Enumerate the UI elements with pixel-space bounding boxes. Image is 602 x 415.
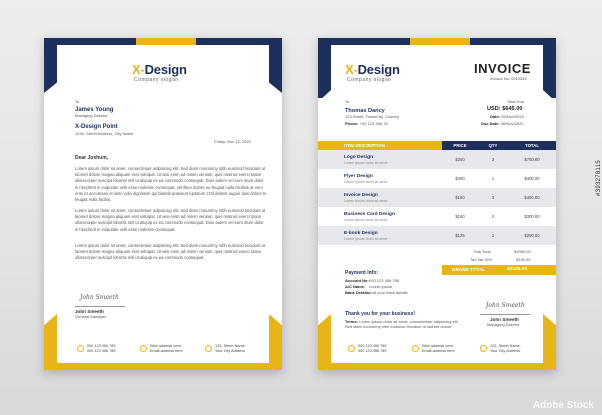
item-price: $250 bbox=[455, 157, 465, 162]
tax-label: Tax Vat 15% bbox=[470, 257, 493, 262]
left-gold-strip bbox=[318, 314, 331, 370]
recipient-name: James Young bbox=[75, 107, 114, 113]
item-price: $125 bbox=[455, 233, 465, 238]
footer-phone-2: 000 123 456 789 bbox=[358, 349, 387, 353]
top-gold-bar bbox=[136, 38, 196, 45]
item-qty: 2 bbox=[491, 233, 495, 238]
company-name: X-Design Point bbox=[75, 124, 118, 130]
footer-phone-1: 000 123 456 789 bbox=[87, 344, 116, 348]
paragraph-2 bbox=[75, 208, 266, 233]
table-row bbox=[318, 207, 556, 226]
item-total: $750.00 bbox=[524, 157, 540, 162]
footer-phone-1: 000 123 456 789 bbox=[358, 344, 387, 348]
invoice-heading: INVOICE bbox=[474, 61, 531, 76]
brand-logo: X-Design bbox=[132, 62, 187, 77]
top-navy-bar bbox=[44, 38, 136, 45]
grand-total-bar bbox=[442, 265, 556, 275]
thank-you: Thank you for your business! bbox=[345, 311, 416, 317]
phone-icon bbox=[77, 345, 84, 352]
item-sub: Lorem ipsum dolor sit amet bbox=[344, 179, 388, 184]
item-total: $300.00 bbox=[524, 214, 540, 219]
signature: John Smeeth bbox=[80, 294, 119, 301]
signer-name: John Smeeth bbox=[490, 317, 519, 322]
paragraph-line: in hendrerit in vulputate velit esse molestie consequat. bbox=[75, 226, 176, 232]
account-name: A/C Name: Lorem ipsum bbox=[345, 284, 393, 289]
location-icon bbox=[205, 345, 212, 352]
top-navy-bar-right bbox=[196, 38, 282, 45]
invoice-date: Date: 25/Nov/2020 bbox=[490, 114, 524, 119]
item-sub: Lorem ipsum dolor sit amet bbox=[344, 198, 388, 203]
item-qty: 3 bbox=[491, 157, 495, 162]
footer-phone bbox=[77, 344, 116, 354]
paragraph-line: ullamcorper suscipit lobortis nisl ut aliquip ex ea commodo consequat. bbox=[75, 255, 205, 261]
tax-value: $195.00 bbox=[516, 257, 531, 262]
client-address: 123 Street, Town/City, Country bbox=[345, 114, 399, 119]
paragraph-line: Lorem ipsum dolor sit amet, consectetuer adipiscing elit. Sed diam nonummy nibh euismod tincidunt ut bbox=[75, 243, 266, 248]
item-name: Logo Design bbox=[344, 154, 374, 160]
footer-address-2: Your City Address bbox=[490, 349, 521, 353]
invoice-table-header bbox=[318, 141, 556, 150]
paragraph-line: laoreet dolore magna aliquam erat volutpat. Ut wisi enim ad minim veniam, quis nostrud exerci tation bbox=[75, 214, 262, 220]
signer-title: General Manager bbox=[75, 314, 107, 319]
client-name: Thomas Dancy bbox=[345, 108, 385, 114]
paragraph-line: laoreet dolore magna aliquam erat volutpat. Ut wisi enim ad minim veniam, quis nostrud exerci tation bbox=[75, 249, 262, 255]
subtotal-label: Sub Total bbox=[474, 249, 491, 254]
signature-line bbox=[480, 314, 530, 315]
item-name: E-book Design bbox=[344, 230, 378, 236]
item-total: $400.00 bbox=[524, 176, 540, 181]
footer-web-1: Web address here bbox=[150, 344, 181, 348]
globe-icon bbox=[140, 345, 147, 352]
signer-title: Managing Director bbox=[487, 322, 520, 327]
brand-slogan: Company slogan bbox=[347, 77, 392, 83]
total-due-label: Total Due: bbox=[507, 99, 526, 104]
letter-date: Friday, Nov 13, 2020 bbox=[214, 139, 251, 144]
right-gold-strip bbox=[543, 314, 556, 370]
left-navy-strip bbox=[44, 45, 57, 93]
greeting: Dear Joshum, bbox=[75, 155, 109, 161]
terms: Terms: Lorem ipsum dolor sit amet, consectetuer adipiscing elit. Sed diam nonummy nibh euismod tincidunt ut laoreet dolore. bbox=[345, 319, 459, 329]
location-icon bbox=[480, 345, 487, 352]
brand-logo: X-Design bbox=[345, 62, 400, 77]
grand-total-value: $2145.00 bbox=[507, 267, 528, 273]
footer-address-1: 123, Street Name, bbox=[490, 344, 521, 348]
paragraph-line: Lorem ipsum dolor sit amet, consectetuer adipiscing elit. Sed diam nonummy nibh euismod tincidunt ut bbox=[75, 166, 266, 171]
invoice-number: Invoice No: 0012345 bbox=[490, 76, 527, 81]
paragraph-line: feugait nulla facilisi. bbox=[75, 197, 112, 203]
footer-web bbox=[412, 344, 455, 354]
paragraph-line: in hendrerit in vulputate velit esse molestie consequat, vel illum dolore eu feugiat nulla facilisis at vero bbox=[75, 184, 263, 190]
item-qty: 1 bbox=[491, 176, 495, 181]
item-price: $150 bbox=[455, 195, 465, 200]
paragraph-line: eros et accumsan et iusto odio dignissim qui blandit praesent luptatum zzril delenit augue duis dolore te bbox=[75, 190, 267, 196]
client-phone: Phone: +00 123 456 78 bbox=[345, 121, 388, 126]
bottom-gold-bar bbox=[44, 363, 282, 370]
invoice-page bbox=[318, 38, 556, 370]
footer-phone-2: 000 123 456 789 bbox=[87, 349, 116, 353]
stock-id: #393278115 bbox=[596, 160, 602, 196]
footer-web-2: Email address here bbox=[150, 349, 183, 353]
right-gold-strip bbox=[269, 314, 282, 370]
item-name: Business Card Design bbox=[344, 211, 395, 217]
item-sub: Lorem ipsum dolor sit amet bbox=[344, 217, 388, 222]
item-name: Flyer Design bbox=[344, 173, 373, 179]
item-name: Invoice Design bbox=[344, 192, 378, 198]
paragraph-line: Lorem ipsum dolor sit amet, consectetuer adipiscing elit. Sed diam nonummy nibh euismod tincidunt ut bbox=[75, 208, 266, 213]
invoice-top-gold-bar bbox=[410, 38, 470, 45]
col-price: PRICE bbox=[442, 141, 478, 150]
signature-line bbox=[75, 306, 125, 307]
footer-phone bbox=[348, 344, 387, 354]
stock-watermark: Adobe Stock bbox=[532, 400, 594, 411]
item-price: $400 bbox=[455, 176, 465, 181]
grand-total-label: GRAND TOTAL bbox=[452, 267, 486, 273]
col-total: TOTAL bbox=[508, 141, 556, 150]
item-qty: 2 bbox=[491, 214, 495, 219]
paragraph-line: laoreet dolore magna aliquam erat volutpat. Ut wisi enim ad minim veniam, quis nostrud exerci tation bbox=[75, 172, 262, 178]
company-address: 1234, Street Address, City Name bbox=[75, 131, 134, 136]
item-sub: Lorem ipsum dolor sit amet bbox=[344, 160, 388, 165]
table-row bbox=[318, 188, 556, 207]
recipient-title: Managing Director bbox=[75, 113, 108, 118]
phone-icon bbox=[348, 345, 355, 352]
globe-icon bbox=[412, 345, 419, 352]
table-row bbox=[318, 150, 556, 169]
brand-slogan: Company slogan bbox=[134, 77, 179, 83]
col-qty: QTY bbox=[478, 141, 508, 150]
account-number: Account No:000 123 456 789 bbox=[345, 278, 400, 283]
item-price: $150 bbox=[455, 214, 465, 219]
left-gold-strip bbox=[44, 314, 57, 370]
item-sub: Lorem ipsum dolor sit amet bbox=[344, 236, 388, 241]
bank-details: Bank Details:Add your bank details bbox=[345, 290, 408, 295]
right-navy-strip bbox=[269, 45, 282, 93]
table-row bbox=[318, 169, 556, 188]
to-label: To bbox=[75, 99, 80, 104]
col-item-description: ITEM DESCRIPTION bbox=[318, 141, 442, 150]
paragraph-1 bbox=[75, 166, 267, 203]
bottom-gold-bar bbox=[318, 363, 556, 370]
item-qty: 3 bbox=[491, 195, 495, 200]
paragraph-line: ullamcorper suscipit lobortis nisl ut aliquip ex ea commodo consequat. Duis autem vel eum iriure dolor bbox=[75, 220, 264, 226]
signer-name: John Smeeth bbox=[75, 309, 104, 314]
signature: John Smeeth bbox=[486, 302, 525, 309]
footer-web-2: Email address here bbox=[422, 349, 455, 353]
subtotal-value: $1950.00 bbox=[514, 249, 531, 254]
payment-info-label: Payment Info: bbox=[345, 270, 379, 276]
to-label: To bbox=[345, 99, 350, 104]
footer-address-1: 123, Street Name, bbox=[215, 344, 246, 348]
item-total: $250.00 bbox=[524, 233, 540, 238]
item-total: $450.00 bbox=[524, 195, 540, 200]
paragraph-line: ullamcorper suscipit lobortis nisl ut aliquip ex ea commodo consequat. Duis autem vel eum iriure dolor bbox=[75, 178, 264, 184]
table-row bbox=[318, 226, 556, 245]
total-due-value: USD: $645.00 bbox=[487, 106, 523, 112]
footer-address-2: Your City Address bbox=[215, 349, 246, 353]
invoice-due-date: Due Date: 30/Nov/2020 bbox=[481, 121, 524, 126]
footer-address bbox=[480, 344, 521, 354]
footer-web-1: Web address here bbox=[422, 344, 453, 348]
footer-address bbox=[205, 344, 246, 354]
letterhead-page bbox=[44, 38, 282, 370]
paragraph-3 bbox=[75, 243, 266, 262]
footer-web bbox=[140, 344, 183, 354]
